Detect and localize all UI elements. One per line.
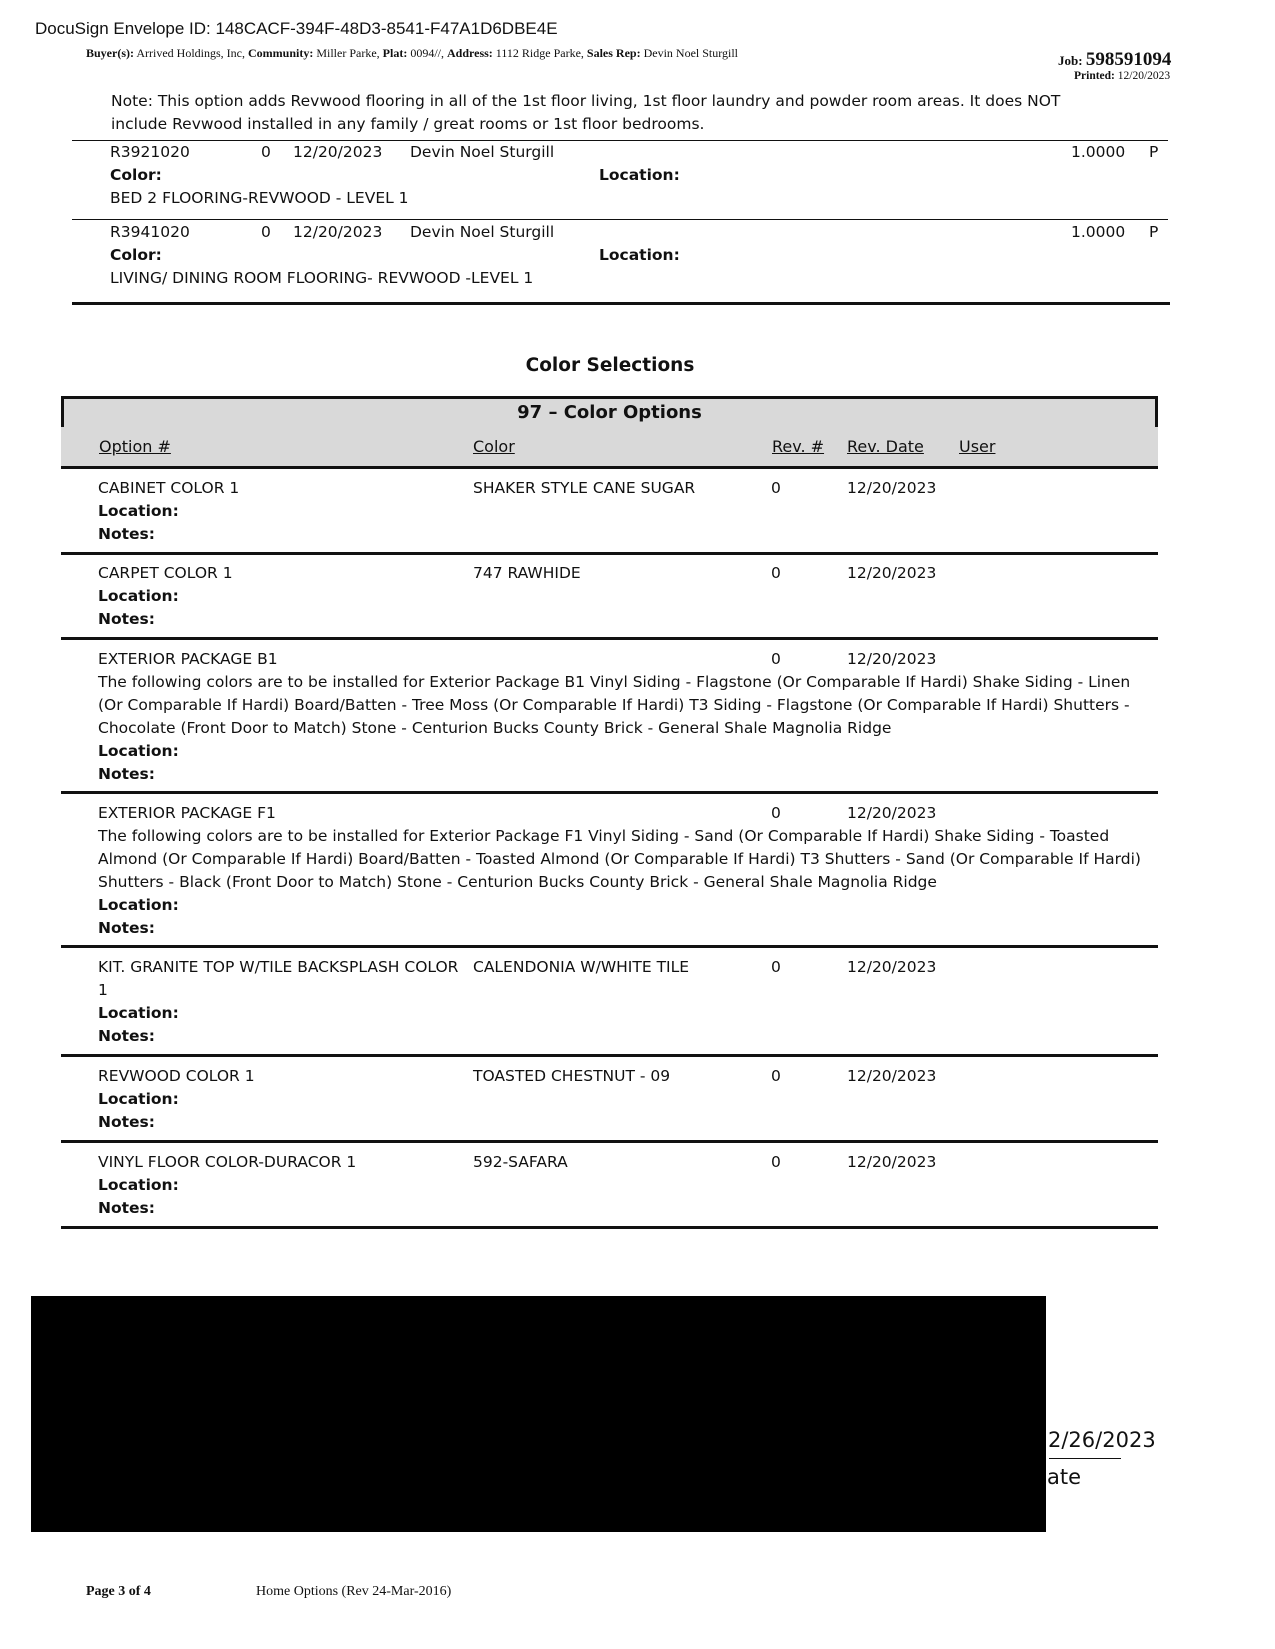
option-date: 12/20/2023 <box>293 143 383 161</box>
printed-date: 12/20/2023 <box>1117 70 1171 82</box>
option-quantity: 1.0000 <box>1071 223 1126 241</box>
row-option: EXTERIOR PACKAGE F1 <box>98 804 276 822</box>
row-divider <box>61 1054 1158 1057</box>
row-divider <box>61 1226 1158 1229</box>
row-option: CARPET COLOR 1 <box>98 564 233 582</box>
col-header-option: Option # <box>99 437 171 456</box>
row-location-label: Location: <box>98 1176 179 1194</box>
page-number: Page 3 of 4 <box>86 1584 151 1599</box>
header-rule <box>61 466 1158 469</box>
row-rev: 0 <box>771 564 781 582</box>
community-label: Community: <box>248 46 314 60</box>
row-rev: 0 <box>771 479 781 497</box>
row-location-label: Location: <box>98 742 179 760</box>
table-row <box>98 802 1158 940</box>
option-rev: 0 <box>261 143 271 161</box>
row-notes-label: Notes: <box>98 1027 155 1045</box>
row-notes-label: Notes: <box>98 765 155 783</box>
table-row <box>98 562 1158 631</box>
row-description: The following colors are to be installed for Exterior Package F1 Vinyl Siding - Sand (Or Comparable If Hardi) Shake Siding - Toasted Almond (Or Comparable If Hardi) Board/Batten - Toasted Almond (Or Comparable If Hardi) T3 Shutters - Sand (Or Comparable If Hardi) Shutters - Black (Front Door to Match) Stone - Centurion Bucks County Brick - General Shale Magnolia Ridge <box>98 827 1141 891</box>
row-divider <box>61 552 1158 555</box>
row-rev: 0 <box>771 1153 781 1171</box>
row-notes-label: Notes: <box>98 1113 155 1131</box>
row-color: 747 RAWHIDE <box>473 564 581 582</box>
printed-label: Printed: <box>1074 70 1115 82</box>
location-label: Location: <box>599 246 680 264</box>
color-label: Color: <box>110 246 162 264</box>
row-option-continued: 1 <box>98 981 108 999</box>
row-divider <box>61 1140 1158 1143</box>
signature-date-label: ate <box>1047 1465 1082 1489</box>
col-header-rev-date: Rev. Date <box>847 437 924 456</box>
option-description: BED 2 FLOORING-REVWOOD - LEVEL 1 <box>110 189 409 207</box>
col-header-color: Color <box>473 437 515 456</box>
option-rep: Devin Noel Sturgill <box>410 223 555 241</box>
row-divider <box>61 945 1158 948</box>
row-description: The following colors are to be installed for Exterior Package B1 Vinyl Siding - Flagstone (Or Comparable If Hardi) Shake Siding - Linen (Or Comparable If Hardi) Board/Batten - Tree Moss (Or Comparable If Hardi) T3 Siding - Flagstone (Or Comparable If Hardi) Shutters - Chocolate (Front Door to Match) Stone - Centurion Bucks County Brick - General Shale Magnolia Ridge <box>98 673 1131 737</box>
color-selections-title: Color Selections <box>525 355 695 376</box>
row-rev: 0 <box>771 650 781 668</box>
table-row <box>98 477 1158 546</box>
row-option: REVWOOD COLOR 1 <box>98 1067 255 1085</box>
option-rep: Devin Noel Sturgill <box>410 143 555 161</box>
col-header-rev: Rev. # <box>772 437 825 456</box>
row-notes-label: Notes: <box>98 919 155 937</box>
color-label: Color: <box>110 166 162 184</box>
option-date: 12/20/2023 <box>293 223 383 241</box>
table-row <box>98 1151 1158 1220</box>
row-color: 592-SAFARA <box>473 1153 568 1171</box>
buyer-label: Buyer(s): <box>86 46 134 60</box>
row-date: 12/20/2023 <box>847 958 937 976</box>
row-date: 12/20/2023 <box>847 804 937 822</box>
row-rev: 0 <box>771 1067 781 1085</box>
redaction-block <box>31 1296 1046 1532</box>
option-quantity: 1.0000 <box>1071 143 1126 161</box>
job-label: Job: <box>1058 53 1083 68</box>
row-notes-label: Notes: <box>98 1199 155 1217</box>
location-label: Location: <box>599 166 680 184</box>
option-row <box>110 223 1170 288</box>
address-label: Address: <box>447 46 493 60</box>
section-end-rule <box>72 302 1170 305</box>
row-location-label: Location: <box>98 1004 179 1022</box>
address-value: 1112 Ridge Parke, <box>495 46 584 60</box>
row-notes-label: Notes: <box>98 525 155 543</box>
option-rev: 0 <box>261 223 271 241</box>
job-number: 598591094 <box>1085 49 1172 70</box>
row-color: SHAKER STYLE CANE SUGAR <box>473 479 696 497</box>
signature-line <box>1049 1458 1121 1459</box>
row-divider <box>61 637 1158 640</box>
option-description: LIVING/ DINING ROOM FLOORING- REVWOOD -LEVEL 1 <box>110 269 534 287</box>
community-value: Miller Parke, <box>316 46 380 60</box>
row-option: EXTERIOR PACKAGE B1 <box>98 650 278 668</box>
row-option: VINYL FLOOR COLOR-DURACOR 1 <box>98 1153 357 1171</box>
sales-rep-value: Devin Noel Sturgill <box>643 46 739 60</box>
row-location-label: Location: <box>98 587 179 605</box>
row-option: KIT. GRANITE TOP W/TILE BACKSPLASH COLOR <box>98 958 459 976</box>
envelope-id: DocuSign Envelope ID: 148CACF-394F-48D3-8541-F47A1D6DBE4E <box>35 19 558 38</box>
row-date: 12/20/2023 <box>847 1153 937 1171</box>
table-row <box>98 648 1158 786</box>
row-location-label: Location: <box>98 1090 179 1108</box>
option-note: Note: This option adds Revwood flooring in all of the 1st floor living, 1st floor laundry and powder room areas. It does NOT include Revwood installed in any family / great rooms or 1st floor bedrooms. <box>111 92 1061 133</box>
row-option: CABINET COLOR 1 <box>98 479 240 497</box>
divider <box>72 140 1168 141</box>
row-color: CALENDONIA W/WHITE TILE <box>473 958 690 976</box>
buyer-line <box>86 46 738 61</box>
row-color: TOASTED CHESTNUT - 09 <box>473 1067 671 1085</box>
sales-rep-label: Sales Rep: <box>586 46 641 60</box>
row-date: 12/20/2023 <box>847 479 937 497</box>
divider <box>72 219 1168 220</box>
buyer-value: Arrived Holdings, Inc, <box>136 46 245 60</box>
option-row <box>110 143 1170 208</box>
row-location-label: Location: <box>98 896 179 914</box>
option-unit: P <box>1149 143 1159 161</box>
table-row <box>98 1065 1158 1134</box>
table-row <box>98 956 1158 1048</box>
job-block <box>1058 49 1171 71</box>
row-date: 12/20/2023 <box>847 564 937 582</box>
option-unit: P <box>1149 223 1159 241</box>
option-code: R3941020 <box>110 223 190 241</box>
row-rev: 0 <box>771 958 781 976</box>
row-rev: 0 <box>771 804 781 822</box>
row-date: 12/20/2023 <box>847 1067 937 1085</box>
plat-label: Plat: <box>382 46 408 60</box>
row-location-label: Location: <box>98 502 179 520</box>
row-notes-label: Notes: <box>98 610 155 628</box>
col-header-user: User <box>959 437 996 456</box>
plat-value: 0094//, <box>410 46 444 60</box>
row-divider <box>61 791 1158 794</box>
printed-block <box>1074 70 1170 82</box>
option-code: R3921020 <box>110 143 190 161</box>
form-name: Home Options (Rev 24-Mar-2016) <box>256 1584 452 1599</box>
signature-date: 2/26/2023 <box>1048 1428 1156 1452</box>
color-group-title: 97 – Color Options <box>61 396 1158 430</box>
row-date: 12/20/2023 <box>847 650 937 668</box>
